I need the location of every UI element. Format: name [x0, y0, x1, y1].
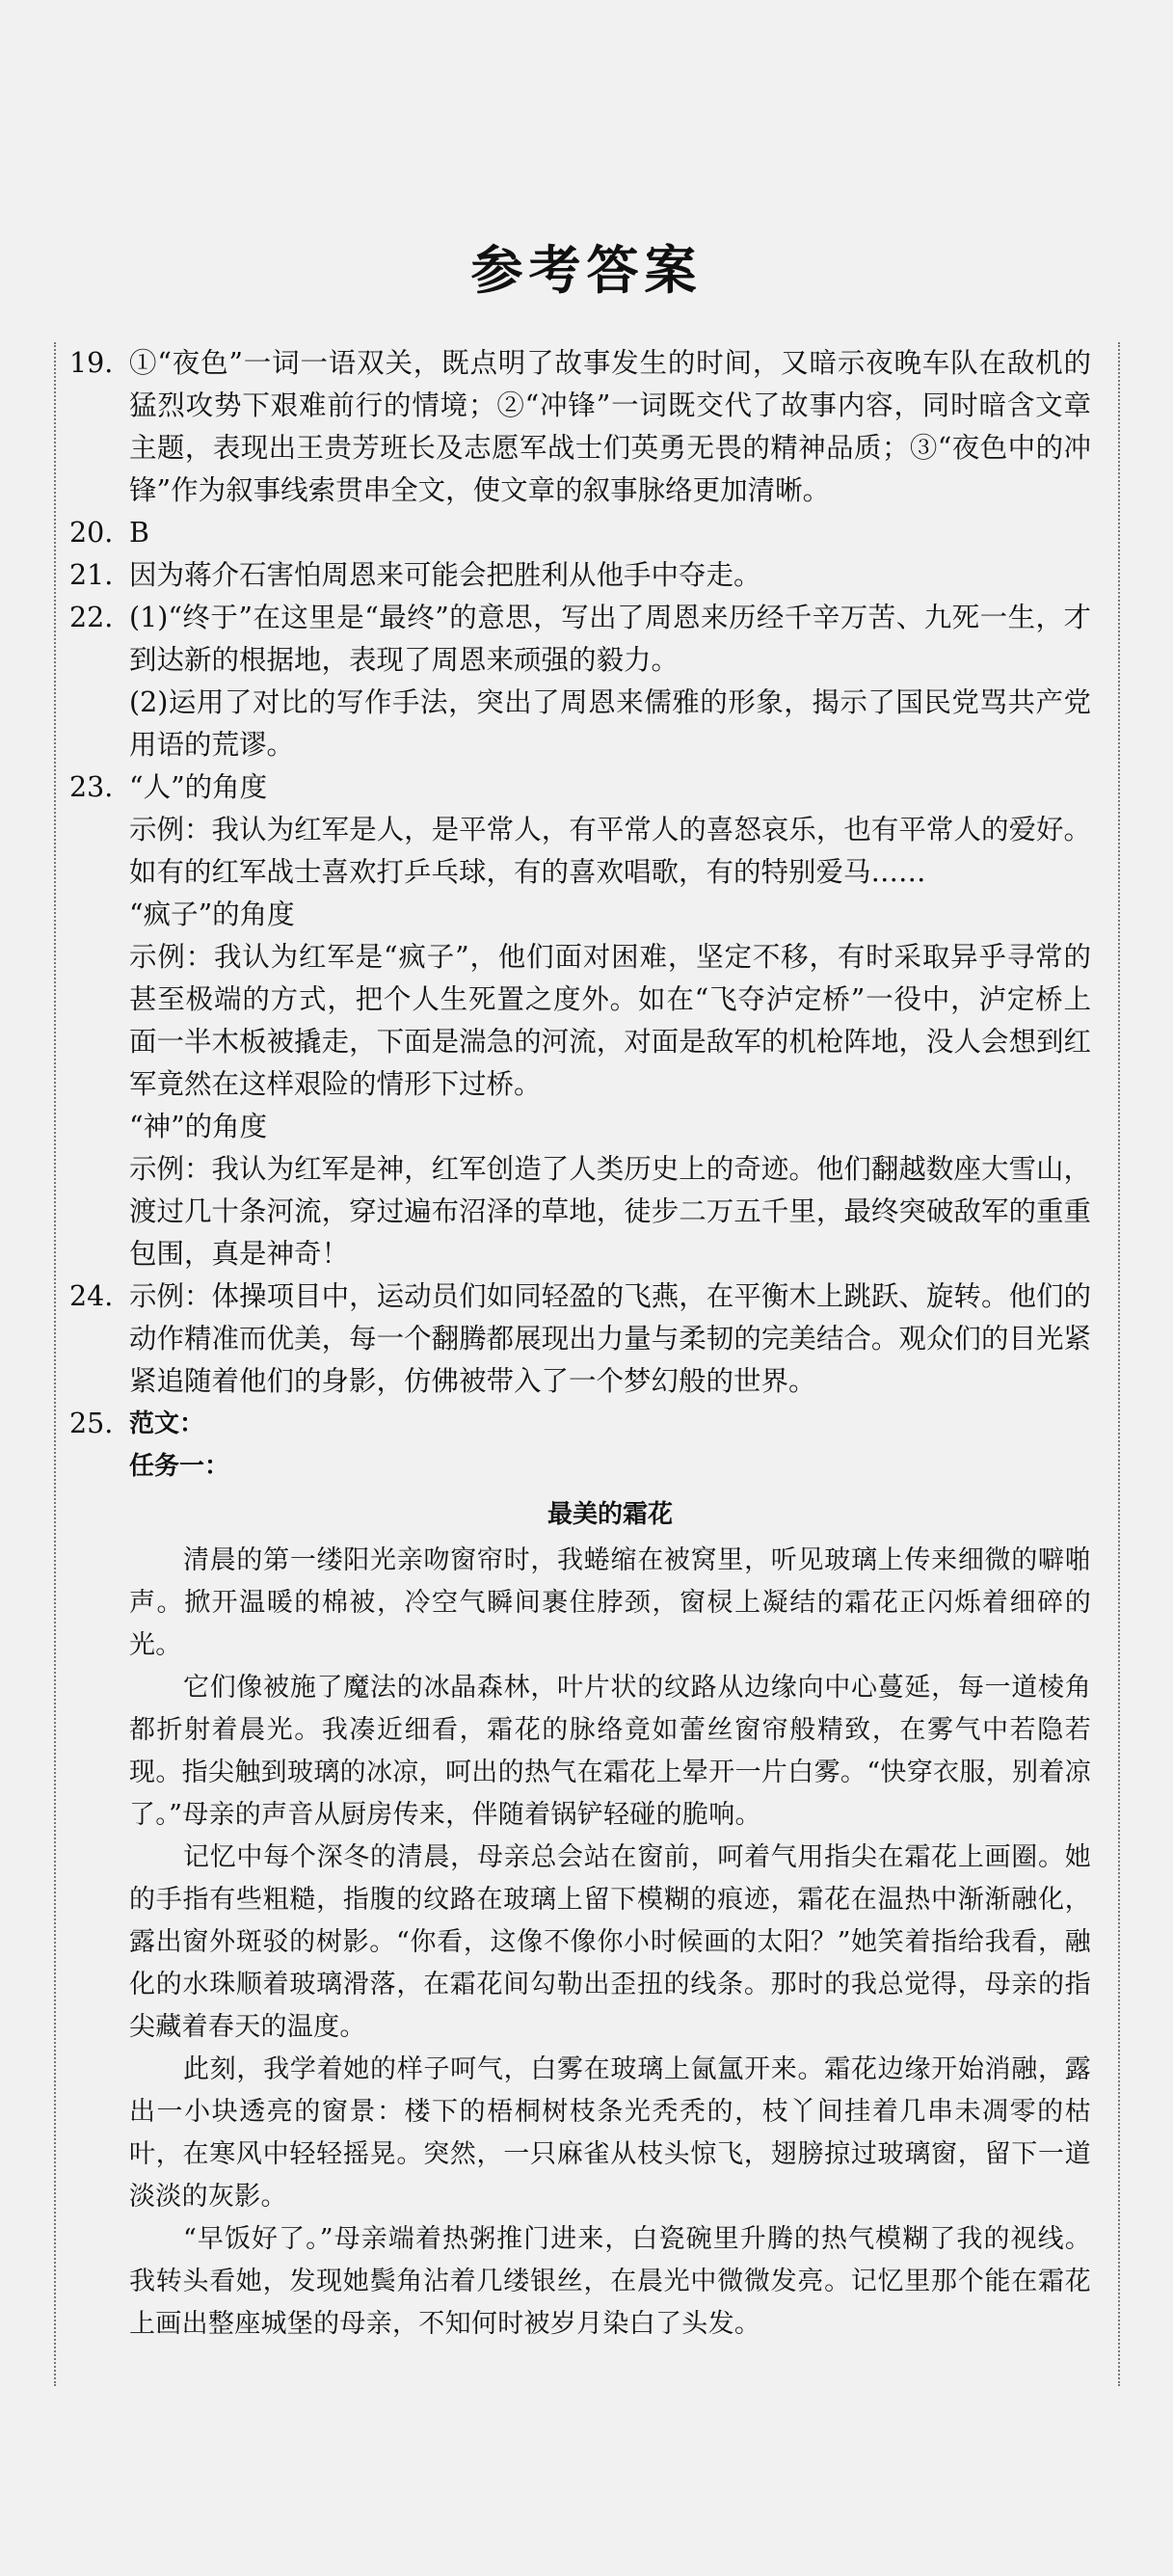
- example-person: 示例：我认为红军是人，是平常人，有平常人的喜怒哀乐，也有平常人的爱好。如有的红军战士喜欢打乒乓球，有的喜欢唱歌，有的特别爱马……: [129, 814, 1091, 888]
- model-essay-label: 范文：: [129, 1409, 205, 1438]
- essay-title: 最美的霜花: [547, 1500, 673, 1529]
- essay-paragraph: 它们像被施了魔法的冰晶森林，叶片状的纹路从边缘向中心蔓延，每一道棱角都折射着晨光。我凑近细看，霜花的脉络竟如蕾丝窗帘般精致，在雾气中若隐若现。指尖触到玻璃的冰凉，呵出的热气在霜花上晕开一片白雾。“快穿衣服，别着凉了。”母亲的声音从厨房传来，伴随着锅铲轻碰的脆响。: [129, 1673, 1091, 1830]
- essay-paragraph: 清晨的第一缕阳光亲吻窗帘时，我蜷缩在被窝里，听见玻璃上传来细微的噼啪声。掀开温暖的棉被，冷空气瞬间裹住脖颈，窗棂上凝结的霜花正闪烁着细碎的光。: [129, 1545, 1091, 1660]
- answer-text: ①“夜色”一词一语双关，既点明了故事发生的时间，又暗示夜晚车队在敌机的猛烈攻势下艰难前行的情境；②“冲锋”一词既交代了故事内容，同时暗含文章主题，表现出王贵芳班长及志愿军战士们英勇无畏的精神品质；③“夜色中的冲锋”作为叙事线索贯串全文，使文章的叙事脉络更加清晰。: [129, 347, 1091, 506]
- angle-heading-person: “人”的角度: [129, 771, 268, 803]
- example-madman: 示例：我认为红军是“疯子”，他们面对困难，坚定不移，有时采取异乎寻常的甚至极端的方式，把个人生死置之度外。如在“飞夺泸定桥”一役中，泸定桥上面一半木板被撬走，下面是湍急的河流，对面是敌军的机枪阵地，没人会想到红军竟然在这样艰险的情形下过桥。: [129, 941, 1091, 1100]
- answer-text: 示例：体操项目中，运动员们如同轻盈的飞燕，在平衡木上跳跃、旋转。他们的动作精准而优美，每一个翻腾都展现出力量与柔韧的完美结合。观众们的目光紧紧追随着他们的身影，仿佛被带入了一个梦幻般的世界。: [129, 1280, 1091, 1397]
- question-number: 25.: [69, 1408, 114, 1439]
- answer-20: [69, 512, 1091, 554]
- page-title: 参考答案: [470, 239, 703, 301]
- answer-22: [69, 597, 1091, 766]
- answer-text: 因为蒋介石害怕周恩来可能会把胜利从他手中夺走。: [129, 559, 761, 591]
- answer-21: [69, 554, 1091, 597]
- answer-23: [69, 766, 1091, 1275]
- answer-25: [69, 1403, 1091, 1488]
- essay-paragraph: 记忆中每个深冬的清晨，母亲总会站在窗前，呵着气用指尖在霜花上画圈。她的手指有些粗糙，指腹的纹路在玻璃上留下模糊的痕迹，霜花在温热中渐渐融化，露出窗外斑驳的树影。“你看，这像不像你小时候画的太阳？”她笑着指给我看，融化的水珠顺着玻璃滑落，在霜花间勾勒出歪扭的线条。那时的我总觉得，母亲的指尖藏着春天的温度。: [129, 1842, 1091, 2042]
- right-margin-rule: [1118, 342, 1120, 2386]
- left-margin-rule: [54, 342, 56, 2386]
- essay-paragraph: 此刻，我学着她的样子呵气，白雾在玻璃上氤氲开来。霜花边缘开始消融，露出一小块透亮的窗景：楼下的梧桐树枝条光秃秃的，枝丫间挂着几串未凋零的枯叶，在寒风中轻轻摇晃。突然，一只麻雀从枝头惊飞，翅膀掠过玻璃窗，留下一道淡淡的灰影。: [129, 2054, 1091, 2212]
- question-number: 20.: [69, 517, 114, 549]
- answer-24: [69, 1275, 1091, 1403]
- angle-heading-madman: “疯子”的角度: [129, 899, 295, 930]
- angle-heading-god: “神”的角度: [129, 1111, 268, 1142]
- question-number: 24.: [69, 1280, 114, 1312]
- example-god: 示例：我认为红军是神，红军创造了人类历史上的奇迹。他们翻越数座大雪山，渡过几十条河流，穿过遍布沼泽的草地，徒步二万五千里，最终突破敌军的重重包围，真是神奇！: [129, 1153, 1091, 1270]
- answer-19: [69, 342, 1091, 512]
- answer-content: [69, 342, 1091, 2346]
- question-number: 23.: [69, 771, 114, 803]
- question-number: 21.: [69, 559, 114, 591]
- essay-paragraph: “早饭好了。”母亲端着热粥推门进来，白瓷碗里升腾的热气模糊了我的视线。我转头看她，发现她鬓角沾着几缕银丝，在晨光中微微发亮。记忆里那个能在霜花上画出整座城堡的母亲，不知何时被岁月染白了头发。: [129, 2224, 1091, 2339]
- answer-part-1: (1)“终于”在这里是“最终”的意思，写出了周恩来历经千辛万苦、九死一生，才到达新的根据地，表现了周恩来顽强的毅力。: [129, 602, 1091, 676]
- essay-body: [69, 1540, 1091, 2346]
- question-number: 22.: [69, 602, 114, 633]
- answer-part-2: (2)运用了对比的写作手法，突出了周恩来儒雅的形象，揭示了国民党骂共产党用语的荒谬。: [129, 686, 1091, 761]
- question-number: 19.: [69, 347, 114, 379]
- task-label: 任务一：: [129, 1452, 230, 1481]
- answer-text: B: [129, 517, 149, 549]
